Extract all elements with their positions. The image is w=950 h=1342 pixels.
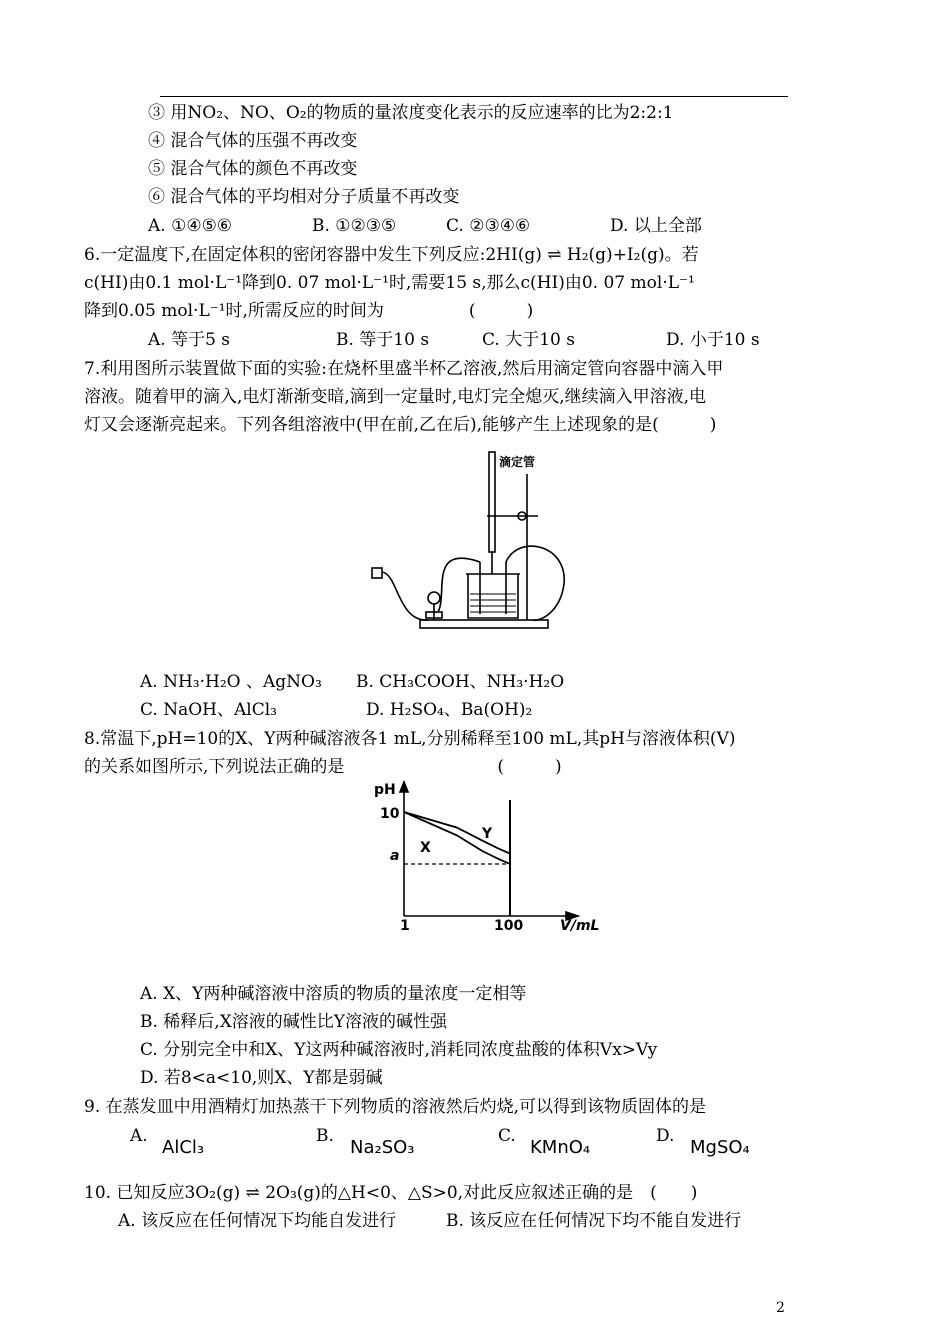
page-number: 2 <box>776 1300 785 1316</box>
q5-option-d: D. 以上全部 <box>610 216 702 236</box>
q6-option-b: B. 等于10 s <box>336 330 430 350</box>
y-axis-label: pH <box>374 782 396 798</box>
q5-option-b: B. ①②③⑤ <box>312 216 397 236</box>
q9-stem: 9. 在蒸发皿中用酒精灯加热蒸干下列物质的溶液然后灼烧,可以得到该物质固体的是 <box>84 1097 707 1117</box>
titration-apparatus-figure <box>368 444 580 634</box>
q7-stem-line1: 7.利用图所示装置做下面的实验:在烧杯里盛半杯乙溶液,然后用滴定管向容器中滴入甲 <box>84 359 724 379</box>
q5-item-3: ③ 用NO₂、NO、O₂的物质的量浓度变化表示的反应速率的比为2:2:1 <box>148 103 674 123</box>
burette-label: 滴定管 <box>499 455 536 469</box>
q6-stem-line1: 6.一定温度下,在固定体积的密闭容器中发生下列反应:2HI(g) ⇌ H₂(g)+I₂(g)。若 <box>84 245 699 265</box>
q7-stem-line2: 溶液。随着甲的滴入,电灯渐渐变暗,滴到一定量时,电灯完全熄灭,继续滴入甲溶液,电 <box>84 387 707 407</box>
x-axis-label: V/mL <box>560 918 600 932</box>
q9-option-b-label: B. <box>316 1126 334 1146</box>
q7-option-a: A. NH₃·H₂O 、AgNO₃ <box>140 672 322 692</box>
q7-option-c: C. NaOH、AlCl₃ <box>140 700 277 720</box>
q8-option-b: B. 稀释后,X溶液的碱性比Y溶液的碱性强 <box>140 1012 448 1032</box>
q9-option-c-formula: KMnO₄ <box>530 1137 591 1158</box>
q7-stem-line3: 灯又会逐渐亮起来。下列各组溶液中(甲在前,乙在后),能够产生上述现象的是( ) <box>84 415 717 435</box>
y-tick-a: a <box>390 848 400 864</box>
q5-item-5: ⑤ 混合气体的颜色不再改变 <box>148 159 358 179</box>
q6-stem-line3: 降到0.05 mol·L⁻¹时,所需反应的时间为 ( ) <box>84 301 534 321</box>
y-axis-arrow <box>400 782 408 792</box>
y-tick-10: 10 <box>380 806 400 822</box>
q10-stem: 10. 已知反应3O₂(g) ⇌ 2O₃(g)的△H<0、△S>0,对此反应叙述正确的是 ( ) <box>84 1183 698 1203</box>
q6-stem-line2: c(HI)由0.1 mol·L⁻¹降到0. 07 mol·L⁻¹时,需要15 s,那么c(HI)由0. 07 mol·L⁻¹ <box>84 273 695 293</box>
q5-option-c: C. ②③④⑥ <box>446 216 531 236</box>
q6-option-d: D. 小于10 s <box>666 330 760 350</box>
q10-option-b: B. 该反应在任何情况下均不能自发进行 <box>446 1211 742 1231</box>
q8-option-c: C. 分别完全中和X、Y这两种碱溶液时,消耗同浓度盐酸的体积Vx>Vy <box>140 1040 658 1060</box>
series-x-label: X <box>420 840 431 856</box>
q9-option-b-formula: Na₂SO₃ <box>350 1137 415 1158</box>
header-rule <box>160 96 788 97</box>
q9-option-a-formula: AlCl₃ <box>162 1137 205 1158</box>
x-tick-1: 1 <box>400 918 410 932</box>
q9-option-c-label: C. <box>498 1126 516 1146</box>
series-x-curve <box>404 812 510 864</box>
q8-stem-line2: 的关系如图所示,下列说法正确的是 ( ) <box>84 757 562 777</box>
q7-option-d: D. H₂SO₄、Ba(OH)₂ <box>366 700 533 720</box>
q5-option-a: A. ①④⑤⑥ <box>148 216 233 236</box>
q6-option-c: C. 大于10 s <box>482 330 575 350</box>
q6-option-a: A. 等于5 s <box>148 330 231 350</box>
q9-option-d-label: D. <box>656 1126 675 1146</box>
q7-option-b: B. CH₃COOH、NH₃·H₂O <box>356 672 565 692</box>
q8-option-a: A. X、Y两种碱溶液中溶质的物质的量浓度一定相等 <box>140 984 527 1004</box>
q5-item-4: ④ 混合气体的压强不再改变 <box>148 131 358 151</box>
q8-option-d: D. 若8<a<10,则X、Y都是弱碱 <box>140 1068 383 1088</box>
q8-stem-line1: 8.常温下,pH=10的X、Y两种碱溶液各1 mL,分别稀释至100 mL,其pH与溶液体积(V) <box>84 729 736 749</box>
q9-option-a-label: A. <box>130 1126 148 1146</box>
ph-volume-chart <box>370 780 610 932</box>
q5-item-6: ⑥ 混合气体的平均相对分子质量不再改变 <box>148 187 460 207</box>
series-y-label: Y <box>482 826 493 842</box>
q10-option-a: A. 该反应在任何情况下均能自发进行 <box>118 1211 397 1231</box>
x-tick-100: 100 <box>494 918 524 932</box>
q9-option-d-formula: MgSO₄ <box>690 1137 750 1158</box>
